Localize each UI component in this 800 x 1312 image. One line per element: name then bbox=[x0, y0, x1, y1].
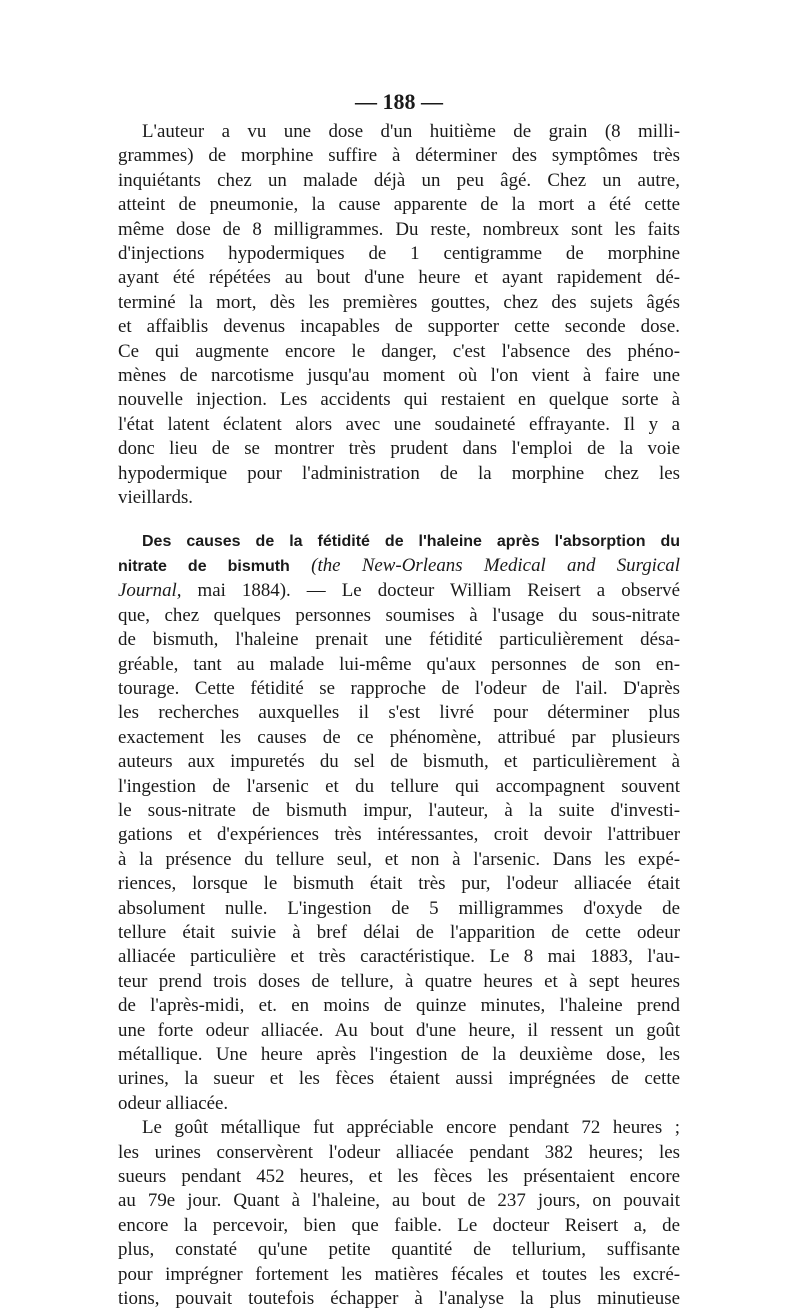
text-line: terminé la mort, dès les premières gouttes, chez des sujets âgés bbox=[118, 291, 680, 313]
text-line: l'état latent éclatent alors avec une soudaineté effrayante. Il y a bbox=[118, 413, 680, 435]
text-line: inquiétants chez un malade déjà un peu âgé. Chez un autre, bbox=[118, 169, 680, 191]
text-line: les urines conservèrent l'odeur alliacée pendant 382 heures; les bbox=[118, 1141, 680, 1163]
section-heading-text: nitrate de bismuth bbox=[118, 557, 290, 575]
text-line: absolument nulle. L'ingestion de 5 milligrammes d'oxyde de bbox=[118, 897, 680, 919]
page-number: — 188 — bbox=[355, 89, 443, 114]
text-line: l'ingestion de l'arsenic et du tellure qui accompagnent souvent bbox=[118, 775, 680, 797]
text-line: plus, constaté qu'une petite quantité de tellurium, suffisante bbox=[118, 1239, 680, 1261]
text-line: encore la percevoir, bien que faible. Le docteur Reisert a, de bbox=[118, 1214, 680, 1236]
text-line: gations et d'expériences très intéressantes, croit devoir l'attribuer bbox=[118, 824, 680, 846]
book-page bbox=[118, 84, 680, 1312]
text-line: et affaiblis devenus incapables de supporter cette seconde dose. bbox=[118, 316, 680, 338]
text-line bbox=[118, 579, 680, 603]
text-line: alliacée particulière et très caractéristique. Le 8 mai 1883, l'au- bbox=[118, 946, 680, 968]
date-reference: mai 1884). — Le docteur William Reisert a observé bbox=[181, 580, 680, 602]
text-line: nouvelle injection. Les accidents qui restaient en quelque sorte à bbox=[118, 389, 680, 411]
text-line: ayant été répétées au bout d'une heure et ayant rapidement dé- bbox=[118, 267, 680, 289]
text-line: auteurs aux impuretés du sel de bismuth, et particulièrement à bbox=[118, 751, 680, 773]
text-line: riences, lorsque le bismuth était très pur, l'odeur alliacée était bbox=[118, 873, 680, 895]
text-line: gréable, tant au malade lui-même qu'aux personnes de son en- bbox=[118, 653, 680, 675]
text-line bbox=[118, 554, 680, 579]
text-line: pour imprégner fortement les matières fécales et toutes les excré- bbox=[118, 1263, 680, 1285]
text-line: tellure était suivie à bref délai de l'apparition de cette odeur bbox=[118, 922, 680, 943]
text-line: vieillards. bbox=[118, 487, 194, 509]
text-line: exactement les causes de ce phénomène, attribué par plusieurs bbox=[118, 726, 680, 748]
text-line: le sous-nitrate de bismuth impur, l'auteur, à la suite d'investi- bbox=[118, 799, 680, 821]
text-line: sueurs pendant 452 heures, et les fèces les présentaient encore bbox=[118, 1166, 680, 1188]
text-line: une forte odeur alliacée. Au bout d'une heure, il ressent un goût bbox=[118, 1019, 680, 1041]
text-line: urines, la sueur et les fèces étaient aussi imprégnées de cette bbox=[118, 1068, 680, 1090]
section-heading bbox=[118, 529, 680, 554]
text-line: de bismuth, l'haleine prenait une fétidité particulièrement désa- bbox=[118, 629, 680, 651]
text-line: donc lieu de se montrer très prudent dans l'emploi de la voie bbox=[118, 438, 680, 460]
text-line: grammes) de morphine suffire à déterminer des symptômes très bbox=[118, 145, 680, 167]
paragraph-bismuth bbox=[118, 529, 680, 1117]
paragraph-tellure bbox=[118, 1116, 680, 1311]
journal-title: Journal, bbox=[118, 580, 182, 602]
text-line: teur prend trois doses de tellure, à quatre heures et à sept heures bbox=[118, 970, 680, 992]
text-line: les recherches auxquelles il s'est livré pour déterminer plus bbox=[118, 702, 680, 724]
paragraph-morphine bbox=[118, 120, 680, 511]
text-line: tions, pouvait toutefois échapper à l'analyse la plus minutieuse bbox=[118, 1288, 680, 1310]
text-line: tourage. Cette fétidité se rapproche de l'odeur de l'ail. D'après bbox=[118, 677, 680, 699]
text-line: au 79e jour. Quant à l'haleine, au bout de 237 jours, on pouvait bbox=[118, 1190, 680, 1212]
journal-title: (the New-Orleans Medical and Surgical bbox=[311, 554, 681, 576]
text-line: mènes de narcotisme jusqu'au moment où l'on vient à faire une bbox=[118, 365, 680, 387]
text-line: à la présence du tellure seul, et non à l'arsenic. Dans les expé- bbox=[118, 848, 680, 870]
text-line: Le goût métallique fut appréciable encore pendant 72 heures ; bbox=[142, 1117, 680, 1139]
text-line: L'auteur a vu une dose d'un huitième de grain (8 milli- bbox=[142, 121, 680, 142]
text-line: Ce qui augmente encore le danger, c'est l'absence des phéno- bbox=[118, 340, 680, 362]
text-line: que, chez quelques personnes soumises à l'usage du sous-nitrate bbox=[118, 604, 680, 626]
text-line: atteint de pneumonie, la cause apparente de la mort a été cette bbox=[118, 194, 680, 216]
text-line: d'injections hypodermiques de 1 centigramme de morphine bbox=[118, 243, 680, 265]
text-line: métallique. Une heure après l'ingestion de la deuxième dose, les bbox=[118, 1044, 680, 1066]
text-line: de l'après-midi, et. en moins de quinze minutes, l'haleine prend bbox=[118, 995, 680, 1017]
text-line: même dose de 8 milligrammes. Du reste, nombreux sont les faits bbox=[118, 218, 680, 240]
section-heading-text: Des causes de la fétidité de l'haleine après l'absorption du bbox=[142, 532, 680, 550]
text-line: hypodermique pour l'administration de la morphine chez les bbox=[118, 462, 680, 484]
text-line: odeur alliacée. bbox=[118, 1092, 229, 1114]
